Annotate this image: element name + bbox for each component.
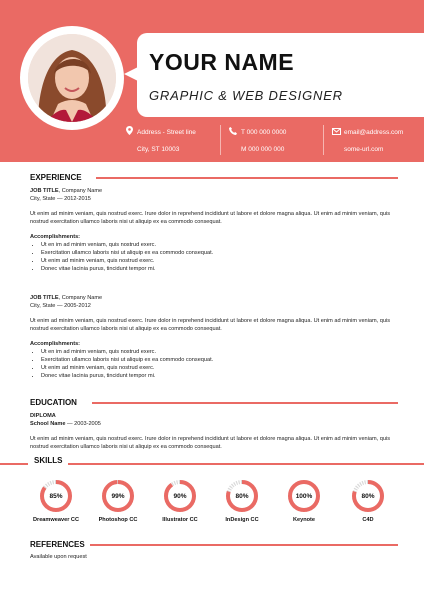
address-line-2: City, ST 10003	[137, 146, 180, 153]
list-item: • Ut en im ad minim veniam, quis nostrud exerc.	[41, 348, 398, 356]
accomplishments-list	[30, 348, 398, 380]
skill-name: Photoshop CC	[98, 517, 138, 523]
skill-ring	[100, 478, 136, 514]
skill-item	[338, 478, 398, 523]
address-line-1: Address - Street line	[137, 129, 196, 136]
skill-percent: 90%	[173, 493, 187, 501]
list-item: • Exercitation ullamco laboris nisi ut aliquip ex ea commodo consequat.	[41, 249, 398, 257]
phone-line-1: T 000 000 0000	[241, 129, 287, 136]
job-entry-company: , Company Name	[58, 295, 103, 301]
email-address[interactable]: email@address.com	[344, 129, 404, 136]
person-name: YOUR NAME	[149, 49, 295, 75]
skill-item	[274, 478, 334, 523]
skill-ring	[350, 478, 386, 514]
skill-item	[150, 478, 210, 523]
contact-phone	[228, 124, 286, 158]
name-box-pointer	[124, 67, 138, 81]
references-text: Available upon request	[30, 554, 87, 560]
skill-item	[26, 478, 86, 523]
degree: DIPLOMA	[30, 413, 56, 419]
references-heading: REFERENCES	[30, 540, 85, 549]
education-heading: EDUCATION	[30, 398, 77, 407]
contact-address	[124, 124, 196, 158]
accomplishments-label: Accomplishments:	[30, 234, 81, 240]
accomplishments-label: Accomplishments:	[30, 341, 81, 347]
skill-name: Keynote	[292, 517, 316, 523]
skill-percent: 80%	[235, 493, 249, 501]
list-item: • Exercitation ullamco laboris nisi ut aliquip ex ea commodo consequat.	[41, 356, 398, 364]
skill-percent: 80%	[361, 493, 375, 501]
list-item: • Ut en im ad minim veniam, quis nostrud exerc.	[41, 241, 398, 249]
header-banner	[0, 0, 424, 162]
skill-percent: 85%	[49, 493, 63, 501]
experience-heading: EXPERIENCE	[30, 173, 82, 182]
job-entry-location-dates: City, State — 2012-2015	[30, 196, 91, 202]
phone-line-2: M 000 000 000	[241, 146, 285, 153]
list-item: • Donec vitae lacinia purus, tincidunt tempor mi.	[41, 265, 398, 273]
job-entry-location-dates: City, State — 2005-2012	[30, 303, 91, 309]
job-entry-title: JOB TITLE	[30, 188, 59, 194]
education-rule	[92, 402, 398, 404]
name-card	[137, 33, 424, 117]
job-entry-summary: Ut enim ad minim veniam, quis nostrud exerc. Irure dolor in reprehend incididunt ut labore et dolore magna aliqua. Ut enim ad minim veniam, quis nostrud exercitation ullamco laboris nisi ut aliquip ex ea commodo consequat.	[30, 318, 391, 332]
job-entry-company: , Company Name	[58, 188, 103, 194]
list-item: • Ut enim ad minim veniam, quis nostrud exerc.	[41, 257, 398, 265]
profile-photo-frame	[20, 26, 124, 130]
skill-ring	[286, 478, 322, 514]
envelope-icon	[331, 124, 341, 141]
contact-email	[331, 124, 403, 158]
phone-icon	[228, 124, 238, 141]
skill-item	[88, 478, 148, 523]
skill-ring	[162, 478, 198, 514]
school-name: School Name	[30, 421, 66, 427]
job-entry	[30, 187, 398, 273]
job-entry	[30, 294, 398, 380]
skill-name: InDesign CC	[225, 517, 259, 523]
education-entry	[30, 412, 398, 451]
job-entry-summary: Ut enim ad minim veniam, quis nostrud exerc. Irure dolor in reprehend incididunt ut labore et dolore magna aliqua. Ut enim ad minim veniam, quis nostrud exercitation ullamco laboris nisi ut aliquip ex ea commodo consequat.	[30, 211, 391, 225]
education-summary: Ut enim ad minim veniam, quis nostrud exerc. Irure dolor in reprehend incididunt ut labore et dolore magna aliqua. Ut enim ad minim veniam, quis nostrud exercitation ullamco laboris nisi ut aliquip ex ea commodo consequat.	[30, 436, 391, 450]
profile-photo	[28, 34, 116, 122]
skills-heading: SKILLS	[28, 456, 68, 465]
education-dates: — 2003-2005	[65, 421, 101, 427]
job-title: GRAPHIC & WEB DESIGNER	[149, 88, 343, 103]
skill-name: Illustrator CC	[162, 517, 198, 523]
skill-item	[212, 478, 272, 523]
skill-percent: 100%	[295, 493, 313, 501]
job-entry-title: JOB TITLE	[30, 295, 59, 301]
references-rule	[90, 544, 398, 546]
list-item: • Ut enim ad minim veniam, quis nostrud exerc.	[41, 364, 398, 372]
skill-percent: 99%	[111, 493, 125, 501]
map-marker-icon	[124, 124, 134, 141]
skill-name: C4D	[362, 517, 374, 523]
skill-name: Dreamweaver CC	[32, 517, 80, 523]
skill-ring	[224, 478, 260, 514]
website-url[interactable]: some-url.com	[344, 146, 384, 153]
skill-ring	[38, 478, 74, 514]
contact-divider	[323, 125, 324, 155]
list-item: • Donec vitae lacinia purus, tincidunt tempor mi.	[41, 372, 398, 380]
experience-rule	[96, 177, 398, 179]
accomplishments-list	[30, 241, 398, 273]
contact-divider	[220, 125, 221, 155]
